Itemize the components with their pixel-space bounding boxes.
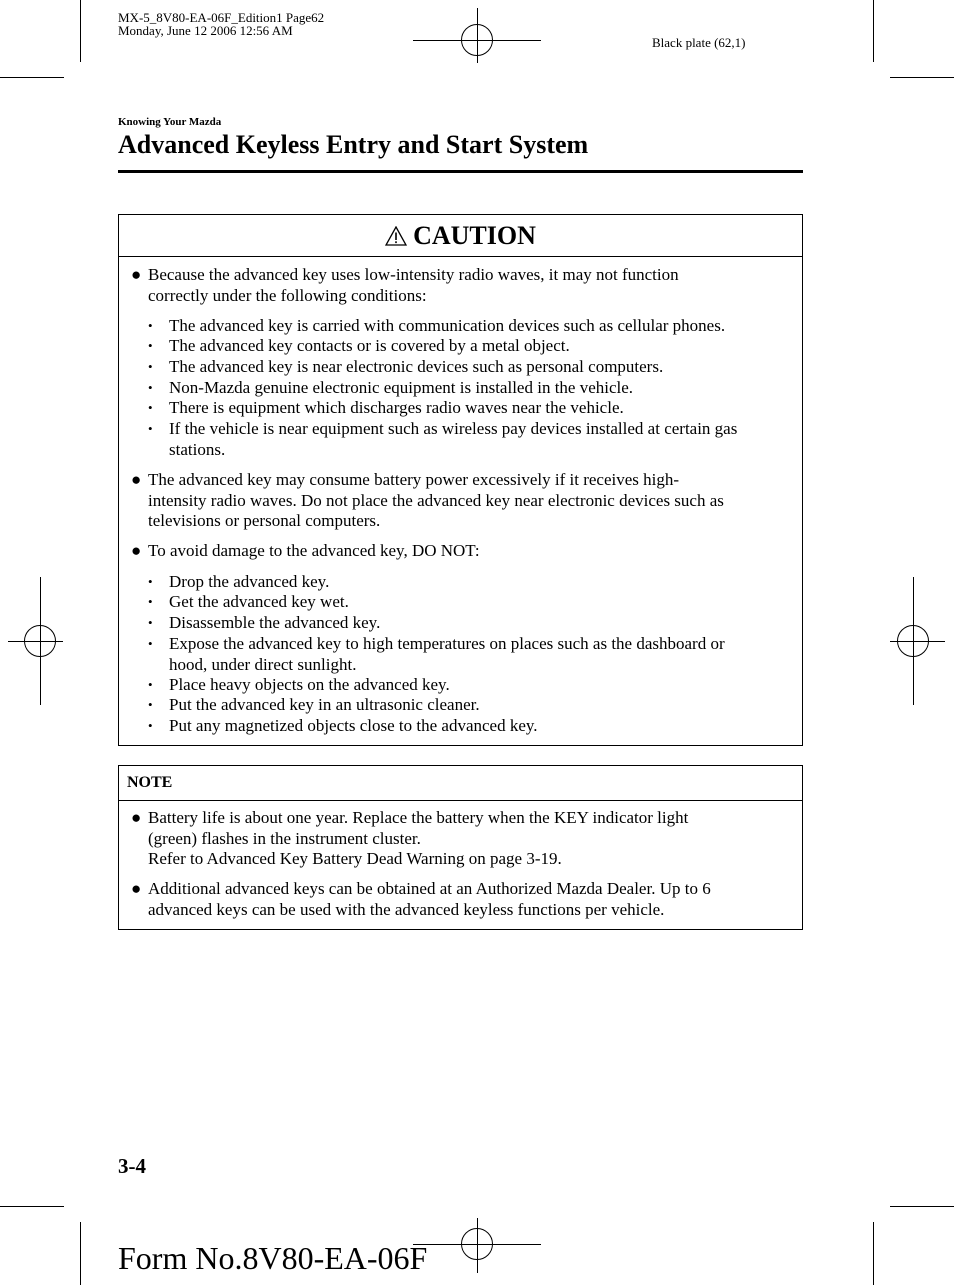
note-heading: NOTE [119, 766, 802, 801]
plate-label: Black plate (62,1) [652, 35, 746, 50]
caution-subitem: • Get the advanced key wet. [148, 592, 349, 611]
caution-subitem: • Place heavy objects on the advanced key. [148, 675, 450, 694]
note-box [118, 765, 803, 930]
caution-subitem: • Drop the advanced key. [148, 572, 330, 591]
caution-heading [119, 215, 802, 257]
warning-triangle-icon [385, 226, 407, 246]
caution-box [118, 214, 803, 746]
caution-bullet: ● Because the advanced key uses low-intensity radio waves, it may not function correctly under the following conditions: [131, 265, 679, 305]
caution-label: CAUTION [413, 220, 536, 250]
caution-subitem: • The advanced key is carried with communication devices such as cellular phones. [148, 316, 726, 335]
caution-subitem: • Expose the advanced key to high temperatures on places such as the dashboard or hood, under direct sunlight. [148, 634, 725, 674]
note-bullet: ● Additional advanced keys can be obtained at an Authorized Mazda Dealer. Up to 6 advanced keys can be used with the advanced keyless functions per vehicle. [131, 879, 711, 919]
print-job-line: MX-5_8V80-EA-06F_Edition1 Page62 [118, 10, 325, 25]
page-number: 3-4 [118, 1154, 146, 1178]
caution-subitem: • Disassemble the advanced key. [148, 613, 381, 632]
form-number: Form No.8V80-EA-06F [118, 1240, 428, 1276]
page-title: Advanced Keyless Entry and Start System [118, 130, 589, 159]
print-date-line: Monday, June 12 2006 12:56 AM [118, 23, 293, 38]
caution-bullet: ● The advanced key may consume battery power excessively if it receives high- intensity radio waves. Do not place the advanced key near electronic devices such as televisions or personal computers. [131, 470, 724, 531]
section-label: Knowing Your Mazda [118, 116, 222, 128]
caution-bullet: ● To avoid damage to the advanced key, DO NOT: [131, 541, 480, 560]
bullet-icon: ● [131, 470, 142, 489]
bullet-icon: ● [131, 265, 142, 284]
caution-subitem: • If the vehicle is near equipment such as wireless pay devices installed at certain gas stations. [148, 419, 738, 459]
title-rule [118, 170, 803, 173]
bullet-icon: ● [131, 808, 142, 827]
caution-subitem: • The advanced key contacts or is covered by a metal object. [148, 336, 570, 355]
caution-subitem: • There is equipment which discharges radio waves near the vehicle. [148, 398, 624, 417]
caution-subitem: • Put any magnetized objects close to the advanced key. [148, 716, 538, 735]
caution-subitem: • The advanced key is near electronic devices such as personal computers. [148, 357, 664, 376]
note-bullet: ● Battery life is about one year. Replace the battery when the KEY indicator light (green) flashes in the instrument cluster. Refer to Advanced Key Battery Dead Warning on page 3-19. [131, 808, 689, 869]
bullet-icon: ● [131, 879, 142, 898]
bullet-icon: ● [131, 541, 142, 560]
caution-subitem: • Put the advanced key in an ultrasonic cleaner. [148, 695, 480, 714]
caution-subitem: • Non-Mazda genuine electronic equipment is installed in the vehicle. [148, 378, 634, 397]
